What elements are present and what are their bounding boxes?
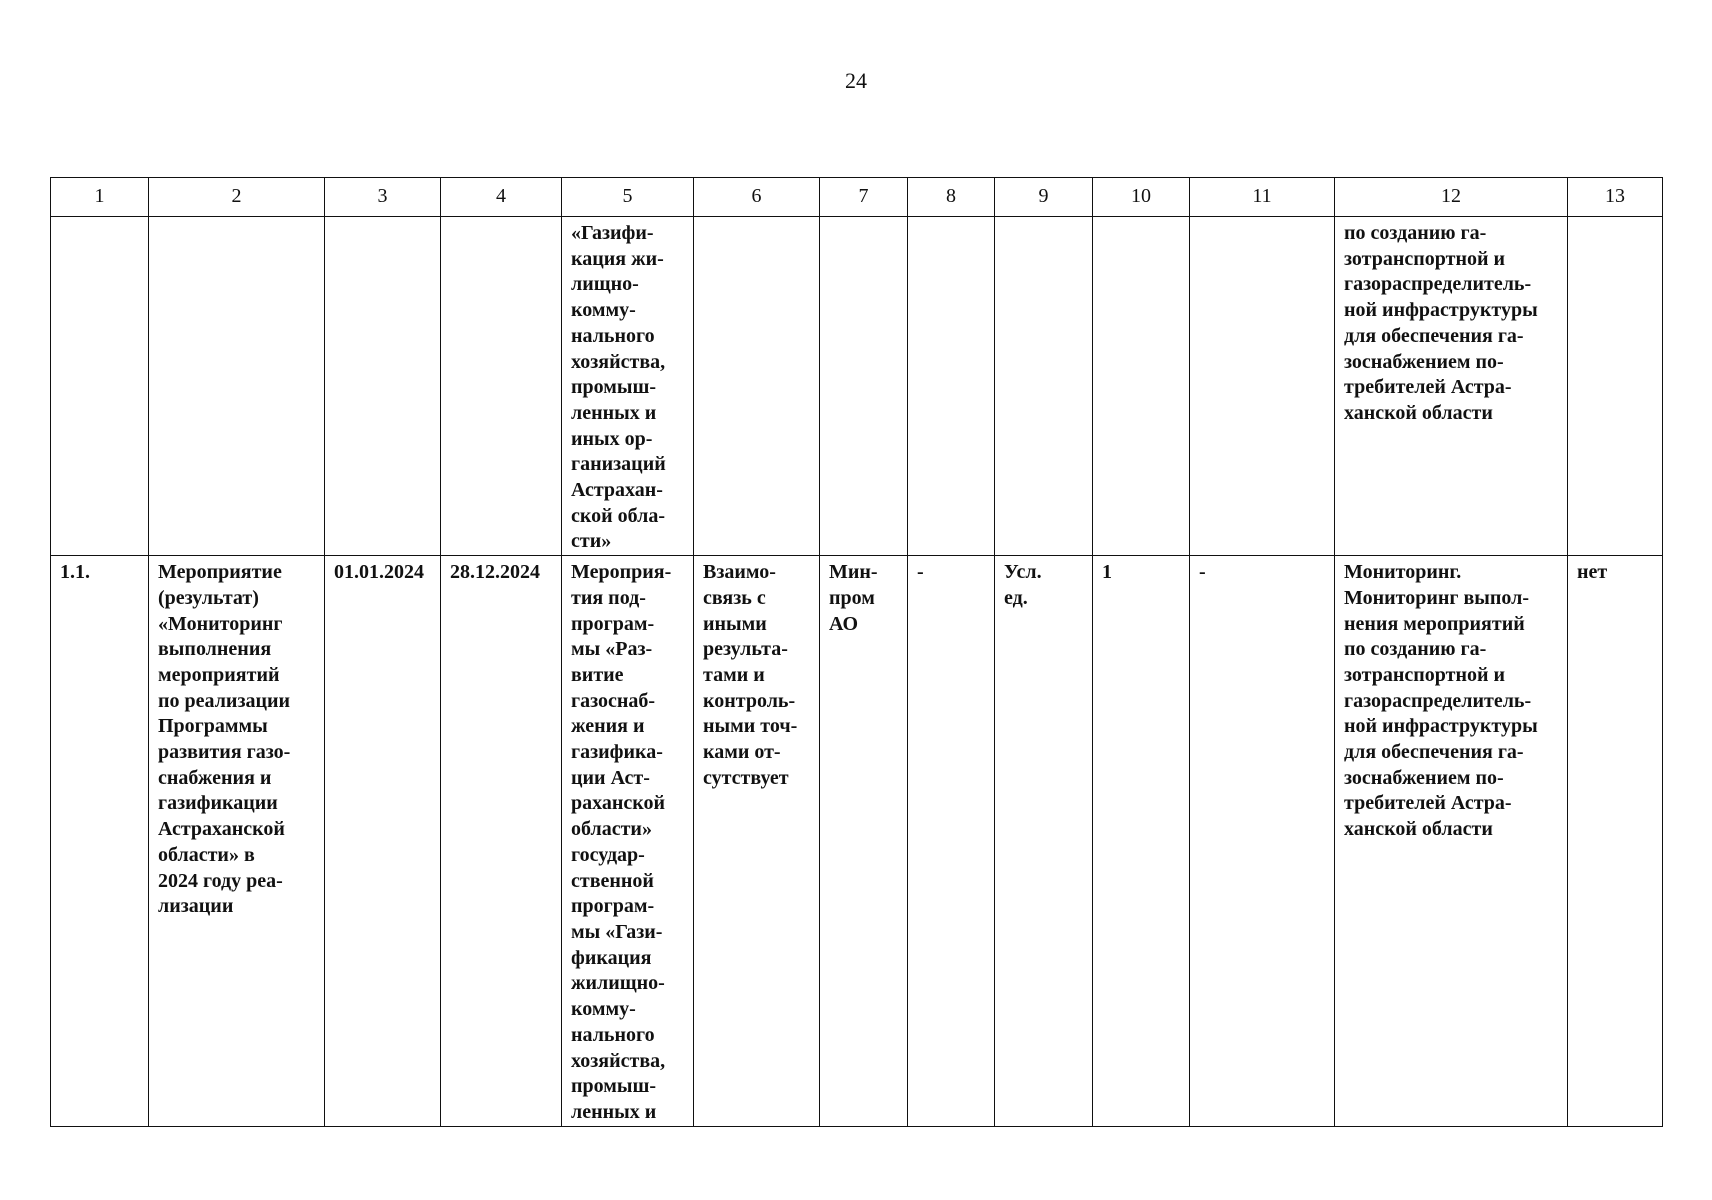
column-header-12: 12 [1335, 178, 1568, 217]
cell-description [1335, 556, 1568, 1126]
unit-text: Усл. ед. [1004, 561, 1042, 609]
column-header-9: 9 [995, 178, 1093, 217]
description-continuation-text: по созданию га- зотранспортной и газораспределитель- ной инфраструктуры для обеспечения га- зоснабжением по- требителей Астра- ханской области [1344, 222, 1538, 424]
cell-empty [1190, 217, 1335, 556]
cell-empty [325, 217, 441, 556]
responsible-text: Мин- пром АО [829, 561, 878, 635]
cell-empty [820, 217, 908, 556]
cell-empty [51, 217, 149, 556]
cell-program-continuation [562, 217, 694, 556]
cell-unit [995, 556, 1093, 1126]
col13-text: нет [1577, 561, 1608, 584]
value-text: 1 [1102, 561, 1112, 584]
cell-empty [694, 217, 820, 556]
column-header-10: 10 [1093, 178, 1190, 217]
cell-empty [1093, 217, 1190, 556]
column-header-8: 8 [908, 178, 995, 217]
cell-empty [995, 217, 1093, 556]
column-header-13: 13 [1568, 178, 1663, 217]
column-header-3: 3 [325, 178, 441, 217]
cell-description-continuation [1335, 217, 1568, 556]
col8-text: - [917, 561, 924, 584]
item-number-text: 1.1. [60, 561, 90, 584]
cell-col11 [1190, 556, 1335, 1126]
description-text: Мониторинг. Мониторинг выпол- нения мероприятий по созданию га- зотранспортной и газораспределитель- ной инфраструктуры для обеспечения га- зоснабжением по- требителей Астра- ханской области [1344, 561, 1538, 841]
cell-empty [1568, 217, 1663, 556]
cell-col13 [1568, 556, 1663, 1126]
cell-event-name [149, 556, 325, 1126]
cell-item-number [51, 556, 149, 1126]
cell-end-date [441, 556, 562, 1126]
cell-value [1093, 556, 1190, 1126]
cell-program-link [562, 556, 694, 1126]
column-header-5: 5 [562, 178, 694, 217]
cell-relationship [694, 556, 820, 1126]
column-header-11: 11 [1190, 178, 1335, 217]
cell-col8 [908, 556, 995, 1126]
cell-empty [441, 217, 562, 556]
cell-start-date [325, 556, 441, 1126]
table-row-continuation [51, 217, 1663, 556]
plan-table [50, 177, 1663, 1127]
column-header-7: 7 [820, 178, 908, 217]
column-header-2: 2 [149, 178, 325, 217]
column-header-6: 6 [694, 178, 820, 217]
relationship-text: Взаимо- связь с иными результа- тами и контроль- ными точ- ками от- сутствует [703, 561, 798, 789]
end-date-text: 28.12.2024 [450, 561, 540, 584]
header-row [51, 178, 1663, 217]
program-link-text: Мероприя- тия под- програм- мы «Раз- витие газоснаб- жения и газифика- ции Аст- раханской области» государ- ственной програм- мы «Гази- фикация жилищно- комму- нального хозяйства, промыш- ленных и [571, 561, 672, 1123]
event-name-text: Мероприятие (результат) «Мониторинг выполнения мероприятий по реализации Программы развития газо- снабжения и газификации Астраханской области» в 2024 году реа- лизации [158, 561, 291, 918]
program-continuation-text: «Газифи- кация жи- лищно- комму- нального хозяйства, промыш- ленных и иных ор- ганизаций Астрахан- ской обла- сти» [571, 222, 666, 553]
cell-empty [908, 217, 995, 556]
column-header-4: 4 [441, 178, 562, 217]
column-header-1: 1 [51, 178, 149, 217]
col11-text: - [1199, 561, 1206, 584]
table-row-1-1 [51, 556, 1663, 1126]
cell-responsible [820, 556, 908, 1126]
page-number: 24 [845, 68, 867, 93]
cell-empty [149, 217, 325, 556]
start-date-text: 01.01.2024 [334, 561, 424, 584]
